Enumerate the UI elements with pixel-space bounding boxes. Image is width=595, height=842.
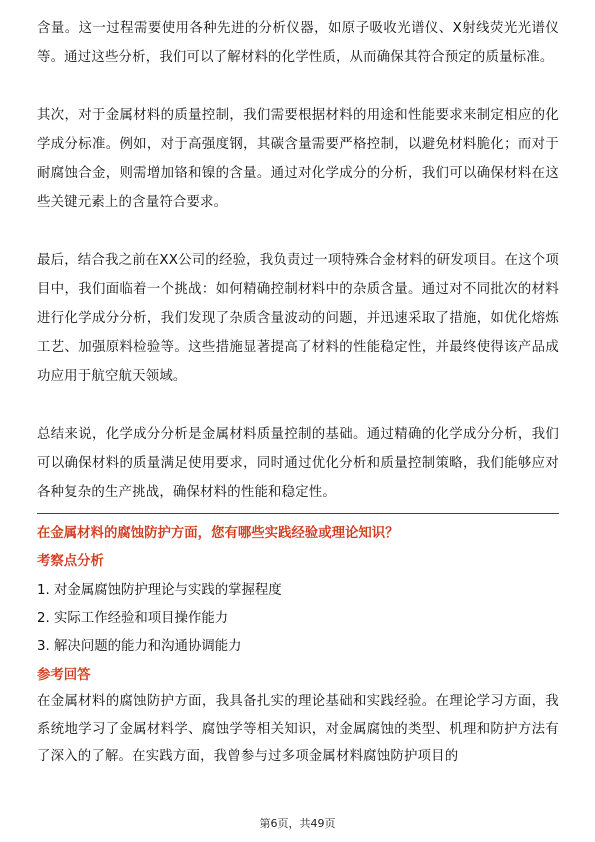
section-divider	[37, 513, 559, 514]
answer-text: 在金属材料的腐蚀防护方面，我具备扎实的理论基础和实践经验。在理论学习方面，我系统地学习了金属材料学、腐蚀学等相关知识，对金属腐蚀的类型、机理和防护方法有了深入的了解。在实践方面，我曾参与过多项金属材料腐蚀防护项目的	[37, 694, 559, 764]
analysis-item-2: 2. 实际工作经验和项目操作能力	[37, 611, 229, 626]
body-paragraph-3: 最后，结合我之前在XX公司的经验，我负责过一项特殊合金材料的研发项目。在这个项目中，我们面临着一个挑战：如何精确控制材料中的杂质含量。通过对不同批次的材料进行化学成分分析，我们发现了杂质含量波动的问题，并迅速采取了措施，如优化熔炼工艺、加强原料检验等。这些措施显著提高了材料的性能稳定性，并最终使得该产品成功应用于航空航天领域。	[37, 253, 559, 384]
body-paragraph-1: 含量。这一过程需要使用各种先进的分析仪器，如原子吸收光谱仪、X射线荧光光谱仪等。通过这些分析，我们可以了解材料的化学性质，从而确保其符合预定的质量标准。	[37, 21, 559, 65]
page-number-footer: 第6页，共49页	[259, 817, 336, 830]
analysis-heading: 考察点分析	[37, 554, 104, 569]
paragraph-spacer	[37, 391, 559, 420]
document-page	[37, 14, 559, 771]
body-paragraph-2: 其次，对于金属材料的质量控制，我们需要根据材料的用途和性能要求来制定相应的化学成分标准。例如，对于高强度钢，其碳含量需要严格控制，以避免材料脆化；而对于耐腐蚀合金，则需增加铬和镍的含量。通过对化学成分的分析，我们可以确保材料在这些关键元素上的含量符合要求。	[37, 108, 559, 210]
paragraph-spacer	[37, 72, 559, 101]
analysis-item-3: 3. 解决问题的能力和沟通协调能力	[37, 639, 242, 654]
paragraph-spacer	[37, 217, 559, 246]
analysis-list	[37, 577, 559, 661]
question-heading: 在金属材料的腐蚀防护方面，您有哪些实践经验或理论知识？	[37, 526, 399, 541]
analysis-item-1: 1. 对金属腐蚀防护理论与实践的掌握程度	[37, 583, 282, 598]
body-paragraph-4: 总结来说，化学成分分析是金属材料质量控制的基础。通过精确的化学成分分析，我们可以确保材料的质量满足使用要求，同时通过优化分析和质量控制策略，我们能够应对各种复杂的生产挑战，确保材料的性能和稳定性。	[37, 427, 559, 500]
answer-heading: 参考回答	[37, 668, 91, 683]
